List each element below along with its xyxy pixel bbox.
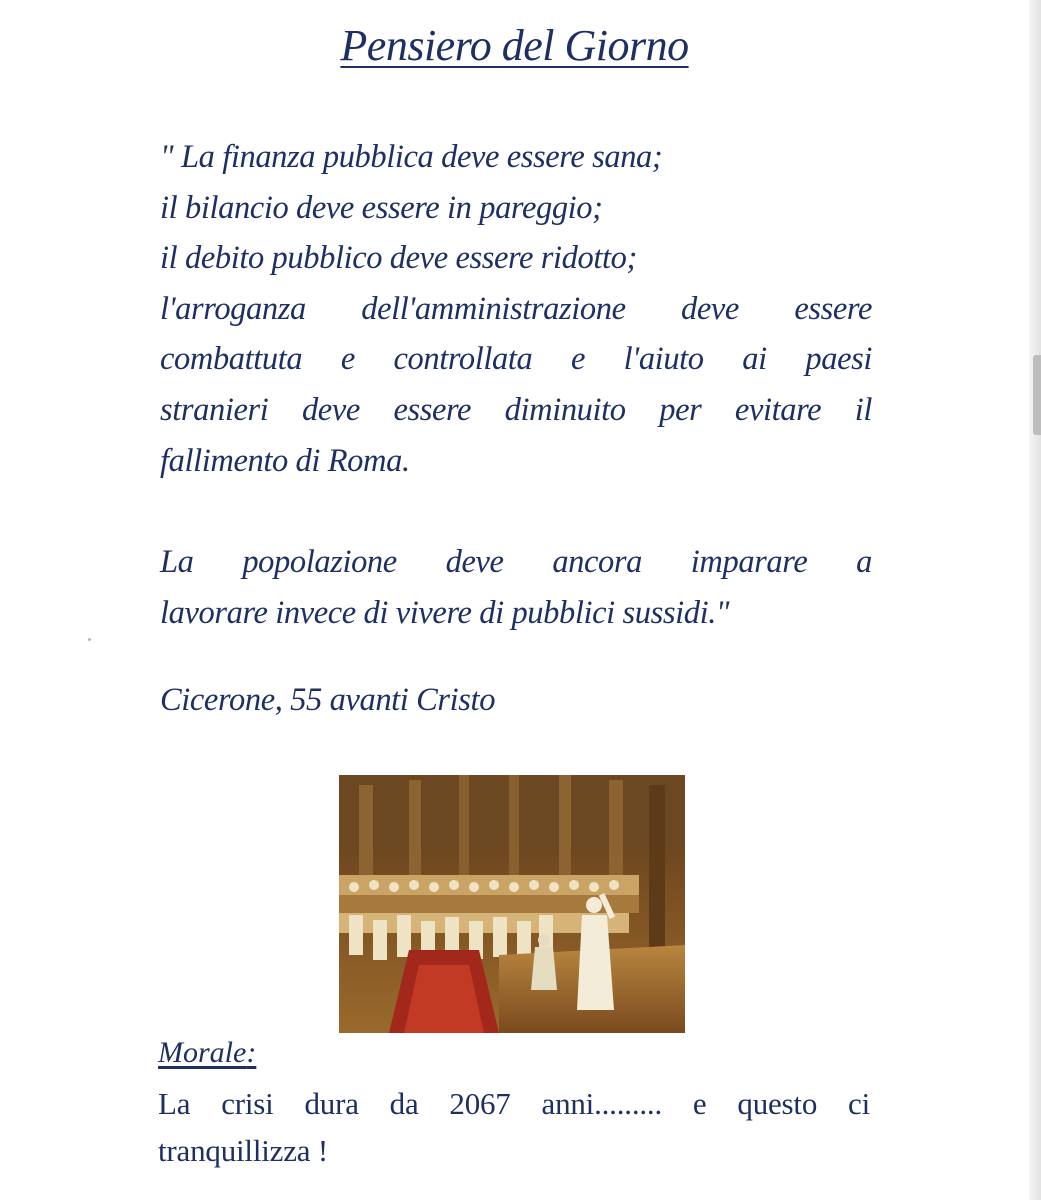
quote-line: il bilancio deve essere in pareggio; (160, 189, 603, 226)
cicero-senate-painting (339, 775, 685, 1033)
morale-line: La crisi dura da 2067 anni......... e questo ci (158, 1086, 870, 1121)
quote-line: il debito pubblico deve essere ridotto; (160, 240, 637, 277)
quote-block (160, 132, 872, 486)
scan-speck (88, 638, 91, 641)
quote-line: stranieri deve essere diminuito per evitare il (160, 391, 872, 428)
morale-text (158, 1080, 870, 1174)
quote-paragraph-2 (160, 537, 872, 638)
quote-line: " La finanza pubblica deve essere sana; (160, 139, 663, 175)
morale-line: tranquillizza ! (158, 1133, 328, 1168)
quote-author: Cicerone, 55 avanti Cristo (160, 682, 496, 718)
page-edge (1029, 0, 1041, 1200)
quote-line: lavorare invece di vivere di pubblici sussidi." (160, 594, 730, 631)
scroll-indicator[interactable] (1033, 355, 1041, 435)
morale-label: Morale (158, 1036, 247, 1069)
page-title: Pensiero del Giorno (340, 21, 689, 70)
quote-line: l'arroganza dell'amministrazione deve essere (160, 290, 872, 327)
quote-line: combattuta e controllata e l'aiuto ai paesi (160, 341, 872, 378)
quote-line: fallimento di Roma. (160, 442, 410, 479)
quote-line: La popolazione deve ancora imparare a (160, 544, 872, 580)
morale-heading (158, 1036, 256, 1070)
morale-colon: : (246, 1036, 257, 1069)
